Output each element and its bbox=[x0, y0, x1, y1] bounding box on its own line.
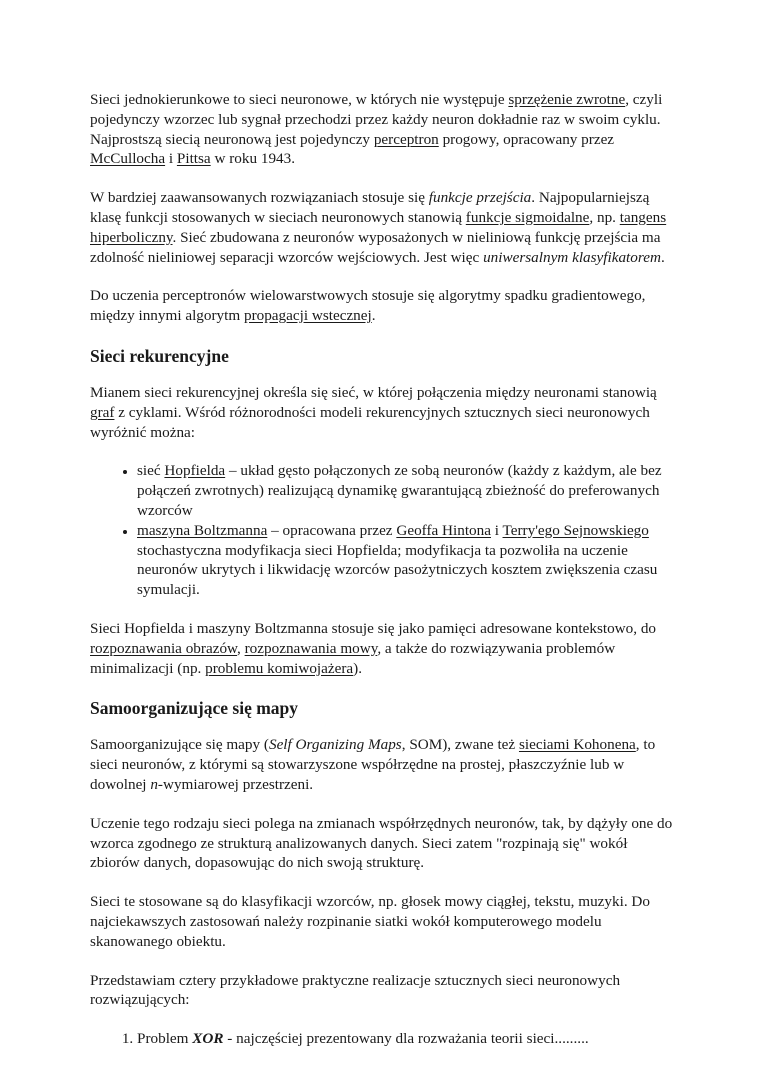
text: -wymiarowej przestrzeni. bbox=[157, 775, 314, 793]
link-pittsa[interactable]: Pittsa bbox=[176, 150, 211, 168]
emphasis-self-organizing-maps: Self Organizing Maps bbox=[268, 736, 402, 754]
examples-list bbox=[90, 1029, 680, 1049]
text: – układ gęsto połączonych ze sobą neuronów (każdy z każdym, ale bez połączeń zwrotnych) realizującą dynamikę gwarantującą zbieżność do preferowanych wzorców bbox=[137, 462, 662, 519]
text: stochastyczna modyfikacja sieci Hopfielda; modyfikacja ta pozwoliła na uczenie neuronów ukrytych i likwidację wzorców pasożytniczych kosztem zwiększenia czasu symulacji. bbox=[137, 541, 658, 599]
text: . bbox=[660, 248, 665, 266]
text: . Sieć zbudowana z neuronów wyposażonych w nieliniową funkcję przejścia ma zdolność nieliniowej separacji wzorców wejściowych. Jest więc bbox=[90, 228, 661, 266]
text: , czyli pojedynczy wzorzec lub sygnał przechodzi przez każdy neuron dokładnie raz w swoim cyklu. Najprostszą siecią neuronową jest pojedynczy bbox=[90, 91, 663, 148]
link-terry-sejnowskiego[interactable]: Terry'ego Sejnowskiego bbox=[502, 521, 649, 539]
paragraph-feedforward bbox=[90, 90, 680, 169]
text: w roku 1943. bbox=[210, 150, 296, 168]
text: , bbox=[237, 639, 245, 657]
list-item-xor bbox=[137, 1029, 680, 1049]
paragraph-som-training: Uczenie tego rodzaju sieci polega na zmianach współrzędnych neuronów, tak, by dążyły one do wzorca zgodnego ze strukturą analizowanych danych. Sieci zatem "rozpinają się" wokół zbiorów danych, dopasowując do nich swoją strukturę. bbox=[90, 814, 673, 872]
text: , np. bbox=[589, 208, 620, 226]
link-rozpoznawania-mowy[interactable]: rozpoznawania mowy bbox=[244, 639, 378, 657]
text: i bbox=[490, 521, 503, 539]
text: ). bbox=[353, 659, 363, 677]
document-body bbox=[90, 90, 680, 1049]
text: - najczęściej prezentowany dla rozważania teorii sieci......... bbox=[223, 1030, 589, 1048]
link-hopfielda[interactable]: Hopfielda bbox=[164, 462, 226, 480]
text: sieć bbox=[137, 462, 165, 480]
link-problemu-komiwojazera[interactable]: problemu komiwojażera bbox=[205, 659, 354, 677]
emphasis-xor: XOR bbox=[192, 1030, 224, 1048]
paragraph-examples-intro: Przedstawiam cztery przykładowe praktyczne realizacje sztucznych sieci neuronowych rozwiązujących: bbox=[90, 971, 621, 1009]
text: , to sieci neuronów, z którymi są stowarzyszone współrzędne na prostej, płaszczyźnie lub w dowolnej bbox=[90, 736, 656, 793]
list-item-hopfield bbox=[137, 461, 680, 520]
link-mccullocha[interactable]: McCullocha bbox=[90, 150, 166, 168]
text: Samoorganizujące się mapy ( bbox=[90, 736, 269, 754]
link-funkcje-sigmoidalne[interactable]: funkcje sigmoidalne bbox=[465, 208, 590, 226]
text: progowy, opracowany przez bbox=[438, 130, 615, 148]
text: Sieci jednokierunkowe to sieci neuronowe, w których nie występuje bbox=[90, 91, 509, 108]
paragraph-som-intro bbox=[90, 735, 680, 794]
text: , SOM), zwane też bbox=[401, 736, 519, 754]
link-graf[interactable]: graf bbox=[90, 403, 115, 421]
text: Sieci Hopfielda i maszyny Boltzmanna stosuje się jako pamięci adresowane kontekstowo, do bbox=[90, 619, 657, 637]
heading-samoorganizujace-mapy: Samoorganizujące się mapy bbox=[90, 698, 299, 719]
heading-sieci-rekurencyjne: Sieci rekurencyjne bbox=[90, 345, 229, 366]
text: W bardziej zaawansowanych rozwiązaniach stosuje się bbox=[90, 189, 429, 207]
paragraph-training bbox=[90, 286, 680, 326]
link-geoffa-hintona[interactable]: Geoffa Hintona bbox=[396, 521, 491, 539]
text: . Najpopularniejszą klasę funkcji stosowanych w sieciach neuronowych stanowią bbox=[90, 189, 650, 226]
recurrent-models-list bbox=[90, 461, 680, 600]
paragraph-recurrent-uses bbox=[90, 619, 680, 678]
text: z cyklami. Wśród różnorodności modeli rekurencyjnych sztucznych sieci neuronowych wyróżnić można: bbox=[90, 403, 650, 441]
emphasis-uniwersalnym-klasyfikatorem: uniwersalnym klasyfikatorem bbox=[483, 248, 661, 266]
link-perceptron[interactable]: perceptron bbox=[373, 130, 439, 148]
text: – opracowana przez bbox=[267, 521, 397, 539]
link-sprzezenie-zwrotne[interactable]: sprzężenie zwrotne bbox=[508, 91, 626, 108]
link-tangens-hiperboliczny[interactable]: tangens hiperboliczny bbox=[90, 208, 667, 246]
link-propagacji-wstecznej[interactable]: propagacji wstecznej bbox=[243, 307, 372, 325]
paragraph-recurrent-intro bbox=[90, 383, 680, 442]
text: Mianem sieci rekurencyjnej określa się sieć, w której połączenia między neuronami stanowią bbox=[90, 383, 657, 401]
paragraph-activation-functions bbox=[90, 188, 680, 267]
text: i bbox=[165, 150, 177, 168]
link-rozpoznawania-obrazow[interactable]: rozpoznawania obrazów bbox=[90, 639, 238, 657]
paragraph-som-uses: Sieci te stosowane są do klasyfikacji wzorców, np. głosek mowy ciągłej, tekstu, muzyki. Do najciekawszych zastosowań należy rozpinanie siatki wokół komputerowego modelu skanowanego obiektu. bbox=[90, 893, 650, 950]
link-sieciami-kohonena[interactable]: sieciami Kohonena bbox=[518, 736, 636, 754]
emphasis-n: n bbox=[150, 775, 158, 793]
text: . bbox=[371, 307, 376, 325]
list-item-boltzmann bbox=[137, 521, 680, 600]
text: , a także do rozwiązywania problemów minimalizacji (np. bbox=[90, 639, 616, 677]
link-maszyna-boltzmanna[interactable]: maszyna Boltzmanna bbox=[137, 521, 268, 539]
text: Do uczenia perceptronów wielowarstwowych stosuje się algorytmy spadku gradientowego, między innymi algorytm bbox=[90, 287, 646, 325]
text: Problem bbox=[137, 1030, 193, 1048]
emphasis-funkcje-przejscia: funkcje przejścia bbox=[428, 189, 532, 207]
